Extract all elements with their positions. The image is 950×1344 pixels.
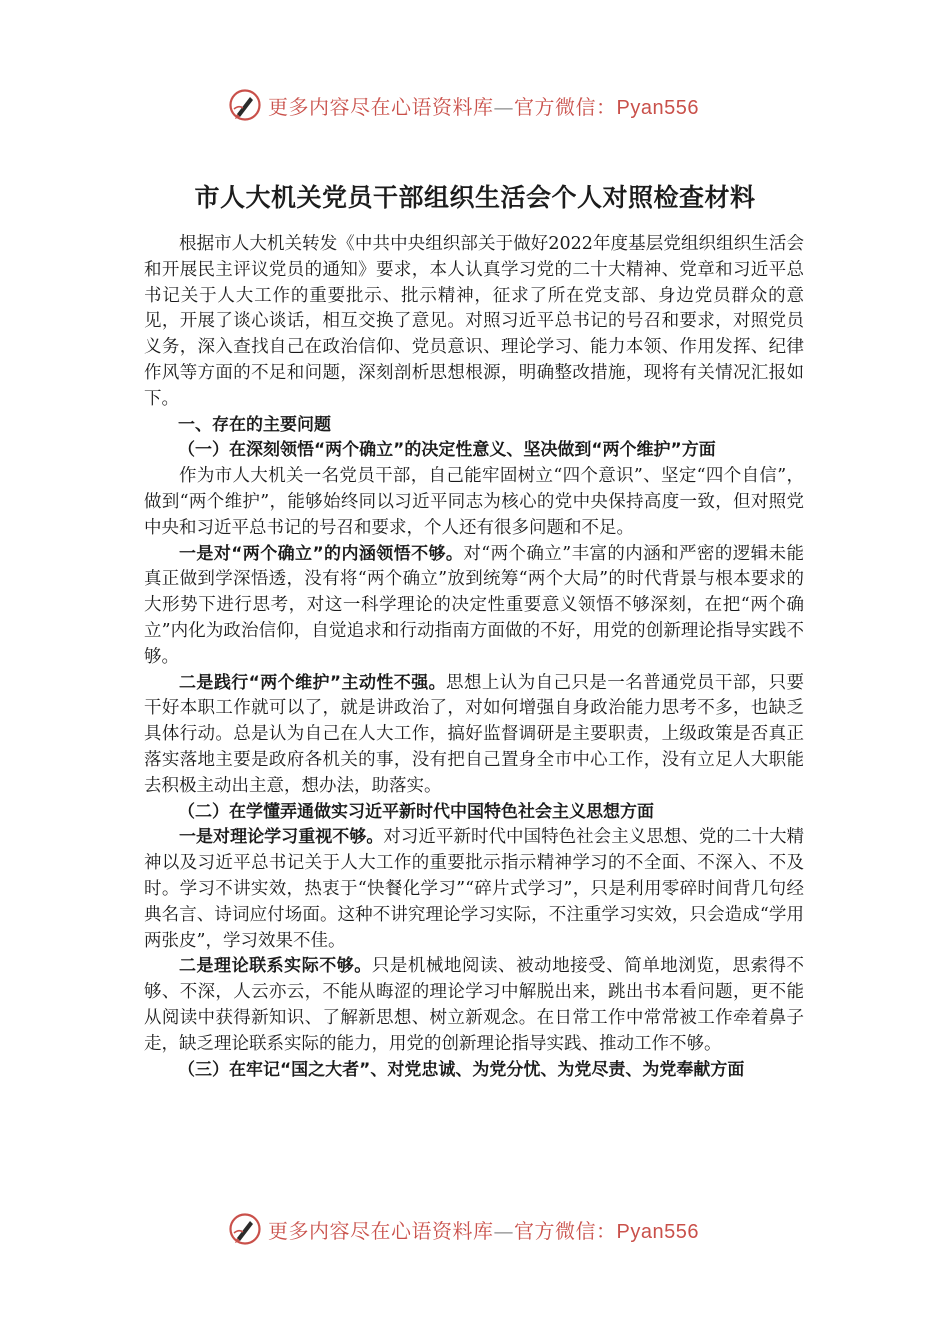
footer-banner[interactable] [228,1212,728,1246]
banner-separator: — [493,94,514,119]
banner-brand: 更多内容尽在心语资料库 [268,94,494,119]
document-body [144,232,804,1083]
header-banner[interactable] [228,88,728,122]
banner-text [268,1215,699,1244]
pen-logo-icon [228,1212,262,1246]
subsection-heading-2: （二）在学懂弄通做实习近平新时代中国特色社会主义思想方面 [178,801,654,822]
point-text: 思想上认为自己只是一名普通党员干部，只要干好本职工作就可以了，就是讲政治了，对如何增强自身政治能力思考不多，也缺乏具体行动。总是认为自己在人大工作，搞好监督调研是主要职责，上级政策是否真正落实落地主要是政府各机关的事，没有把自己置身全市中心工作，没有立足人大职能去积极主动出主意，想办法，助落实。 [144,672,804,796]
subsection-2-point-2 [144,954,804,1057]
subsection-heading-1: （一）在深刻领悟“两个确立”的决定性意义、坚决做到“两个维护”方面 [178,440,716,461]
banner-brand: 更多内容尽在心语资料库 [268,1218,494,1243]
point-lead: 一是对“两个确立”的内涵领悟不够。 [179,543,464,564]
banner-separator: — [493,1218,514,1243]
banner-wechat-label: 官方微信： [514,94,617,119]
subsection-1-point-2 [144,671,804,800]
intro-paragraph: 根据市人大机关转发《中共中央组织部关于做好2022年度基层党组织组织生活会和开展民主评议党员的通知》要求，本人认真学习党的二十大精神、党章和习近平总书记关于人大工作的重要批示、批示精神，征求了所在党支部、身边党员群众的意见，开展了谈心谈话，相互交换了意见。对照习近平总书记的号召和要求，对照党员义务，深入查找自己在政治信仰、党员意识、理论学习、能力本领、作用发挥、纪律作风等方面的不足和问题，深刻剖析思想根源，明确整改措施，现将有关情况汇报如下。 [144,234,804,409]
point-lead: 二是理论联系实际不够。 [179,956,372,977]
banner-wechat-label: 官方微信： [514,1218,617,1243]
banner-text [268,91,699,120]
document-title: 市人大机关党员干部组织生活会个人对照检查材料 [194,183,756,212]
point-text: 只是机械地阅读、被动地接受、简单地浏览，思索得不够、不深，人云亦云，不能从晦涩的理论学习中解脱出来，跳出书本看问题，更不能从阅读中获得新知识、了解新思想、树立新观念。在日常工作中常常被工作牵着鼻子走，缺乏理论联系实际的能力，用党的创新理论指导实践、推动工作不够。 [144,956,805,1054]
subsection-1-point-1 [144,542,804,671]
banner-wechat-id: Pyan556 [616,1220,699,1243]
point-lead: 二是践行“两个维护”主动性不强。 [179,672,447,693]
subsection-2-point-1 [144,825,804,954]
section-heading-1: 一、存在的主要问题 [178,414,331,435]
subsection-1-intro: 作为市人大机关一名党员干部，自己能牢固树立“四个意识”、坚定“四个自信”，做到“两个维护”，能够始终同以习近平同志为核心的党中央保持高度一致，但对照党中央和习近平总书记的号召和要求，个人还有很多问题和不足。 [144,466,804,538]
point-text: 对习近平新时代中国特色社会主义思想、党的二十大精神以及习近平总书记关于人大工作的重要批示指示精神学习的不全面、不深入、不及时。学习不讲实效，热衷于“快餐化学习”“碎片式学习”，只是利用零碎时间背几句经典名言、诗词应付场面。这种不讲究理论学习实际，不注重学习实效，只会造成“学用两张皮”，学习效果不佳。 [144,827,804,951]
subsection-heading-3: （三）在牢记“国之大者”、对党忠诚、为党分忧、为党尽责、为党奉献方面 [178,1059,745,1080]
point-text: 对“两个确立”丰富的内涵和严密的逻辑未能真正做到学深悟透，没有将“两个确立”放到统筹“两个大局”的时代背景与根本要求的大形势下进行思考，对这一科学理论的决定性重要意义领悟不够深刻，在把“两个确立”内化为政治信仰，自觉追求和行动指南方面做的不好，用党的创新理论指导实践不够。 [144,543,804,667]
pen-logo-icon [228,88,262,122]
point-lead: 一是对理论学习重视不够。 [179,827,384,848]
banner-wechat-id: Pyan556 [616,96,699,119]
